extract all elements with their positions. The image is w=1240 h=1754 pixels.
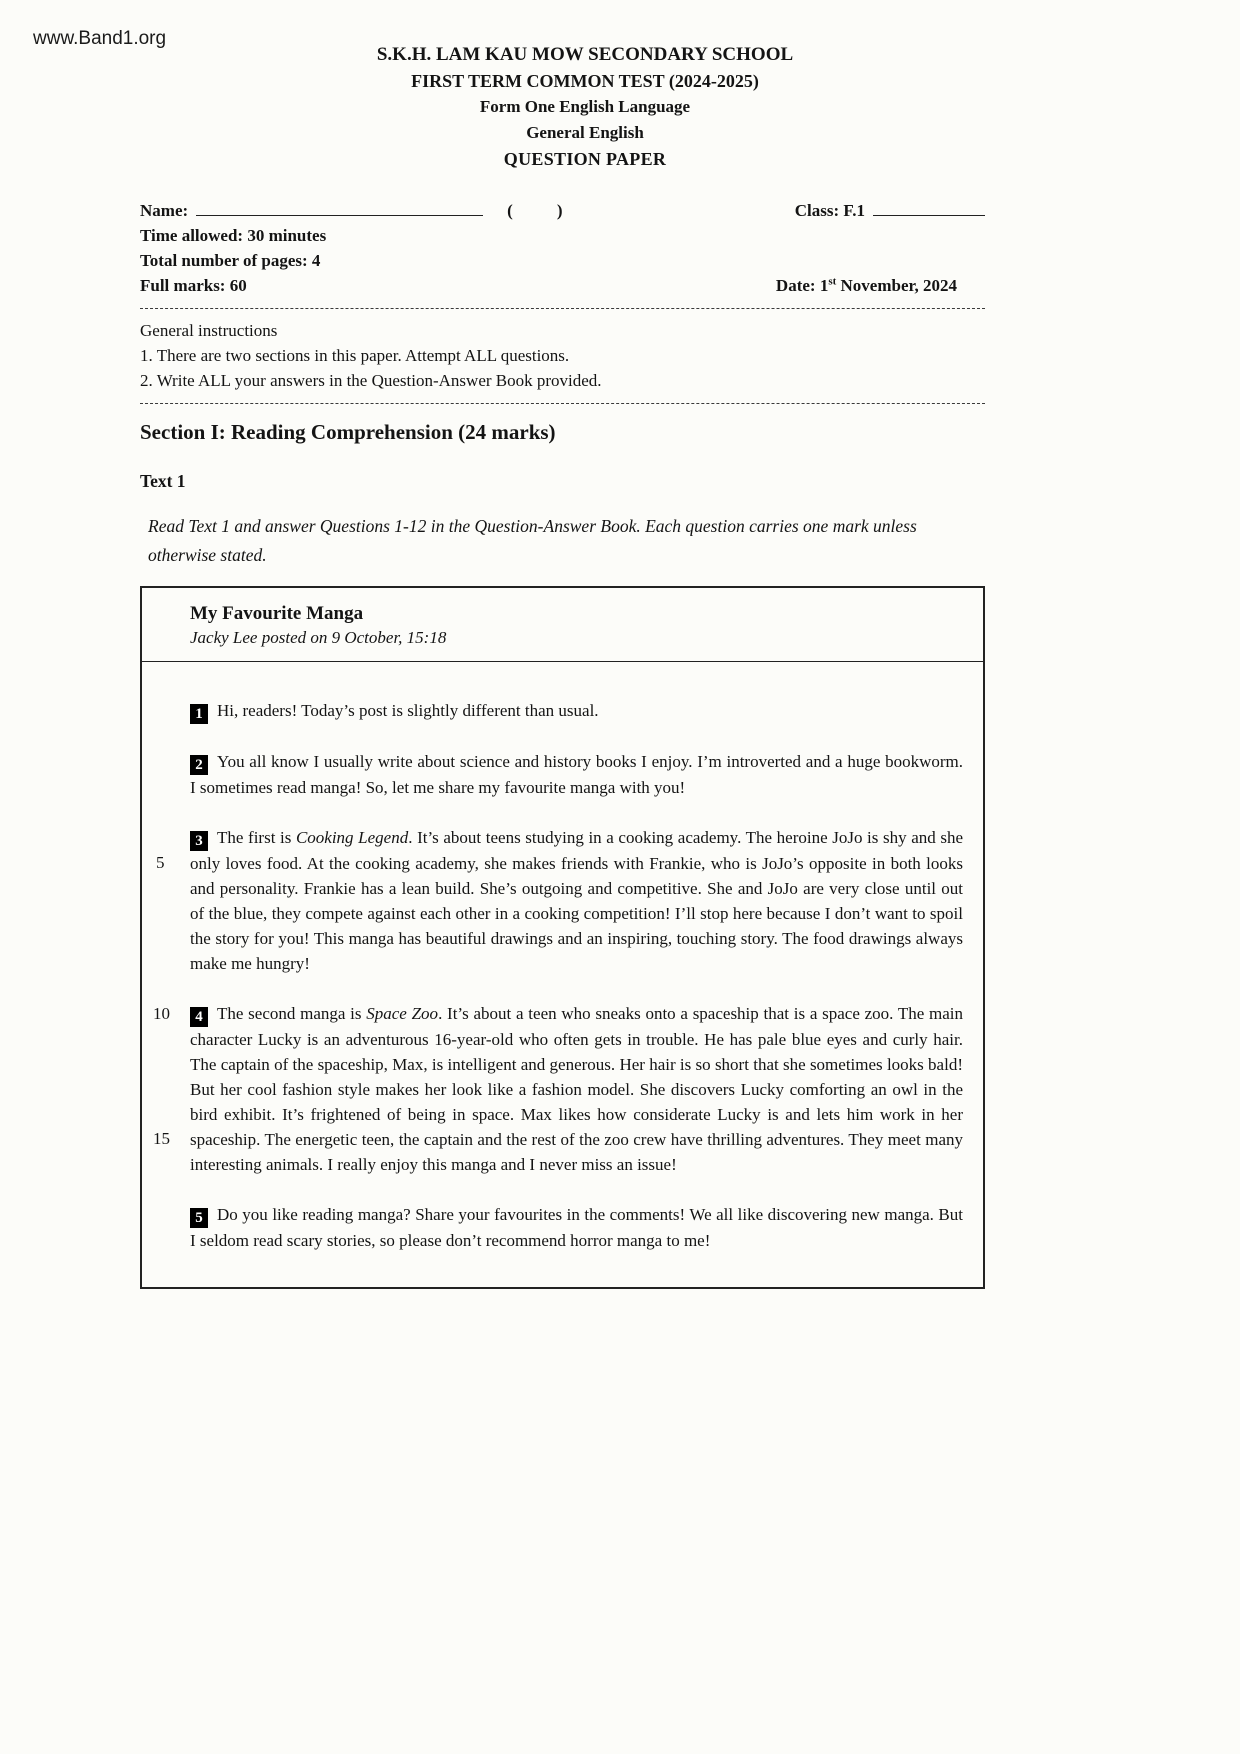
watermark: www.Band1.org bbox=[33, 28, 167, 49]
page-content bbox=[140, 198, 985, 1289]
general-instructions-title: General instructions bbox=[140, 321, 278, 340]
manga-title-cooking-legend: Cooking Legend bbox=[295, 828, 409, 847]
paragraph-number-badge-3: 3 bbox=[190, 831, 208, 851]
text-1-label: Text 1 bbox=[140, 471, 186, 491]
paragraph-number-badge-5: 5 bbox=[190, 1208, 208, 1228]
instruction-item-1: 1. There are two sections in this paper. Attempt ALL questions. bbox=[140, 346, 570, 365]
paragraph-3-text-post: . It’s about teens studying in a cooking academy. The heroine JoJo is shy and she only loves food. At the cooking academy, she makes friends with Frankie, who is JoJo’s opposite in both looks and personality. Frankie has a lean build. She’s outgoing and competitive. She and JoJo are very close until out of the blue, they compete against each other in a cooking competition! I’ll stop here because I don’t want to spoil the story for you! This manga has beautiful drawings and an inspiring, touching story. The food drawings always make me hungry! bbox=[190, 828, 964, 973]
marks-date-row bbox=[140, 273, 985, 298]
margin-line-number-5: 5 bbox=[156, 853, 165, 872]
article-header bbox=[142, 588, 983, 648]
candidate-info-block bbox=[140, 198, 985, 298]
date-ordinal: st bbox=[828, 275, 837, 288]
school-name: S.K.H. LAM KAU MOW SECONDARY SCHOOL bbox=[376, 44, 794, 65]
paragraph-2-text: You all know I usually write about science and history books I enjoy. I’m introverted and a huge bookworm. I sometimes read manga! So, let me share my favourite manga with you! bbox=[190, 752, 963, 797]
dashed-divider-top bbox=[140, 308, 985, 309]
article-title: My Favourite Manga bbox=[190, 603, 364, 624]
time-allowed: Time allowed: 30 minutes bbox=[140, 226, 327, 245]
paper-type: QUESTION PAPER bbox=[503, 149, 667, 169]
paragraph-3-text-pre: The first is bbox=[217, 828, 296, 847]
exam-date bbox=[776, 273, 957, 298]
paragraph-4-text-pre: The second manga is bbox=[217, 1004, 367, 1023]
article-paragraph-3 bbox=[156, 825, 964, 976]
name-class-row bbox=[140, 198, 985, 223]
date-text-rest: November, 2024 bbox=[836, 276, 957, 295]
document-header bbox=[140, 0, 1030, 172]
article-paragraph-2 bbox=[190, 749, 963, 800]
margin-line-number-15: 15 bbox=[153, 1129, 170, 1148]
paragraph-number-badge-1: 1 bbox=[190, 704, 208, 724]
name-blank-line bbox=[196, 200, 483, 216]
article-paragraph-4 bbox=[153, 1001, 964, 1177]
dashed-divider-bottom bbox=[140, 403, 985, 404]
class-blank-line bbox=[873, 200, 985, 216]
paragraph-5-text: Do you like reading manga? Share your favourites in the comments! We all like discovering new manga. But I seldom read scary stories, so please don’t recommend horror manga to me! bbox=[190, 1205, 963, 1250]
total-pages: Total number of pages: 4 bbox=[140, 251, 321, 270]
paragraph-1-text: Hi, readers! Today’s post is slightly different than usual. bbox=[217, 701, 599, 720]
reading-text-box bbox=[140, 586, 985, 1289]
form-language-line: Form One English Language bbox=[479, 97, 691, 116]
test-title: FIRST TERM COMMON TEST (2024-2025) bbox=[411, 71, 759, 91]
name-label: Name: bbox=[140, 201, 189, 220]
article-body bbox=[142, 662, 983, 1259]
paragraph-4-text-post: . It’s about a teen who sneaks onto a spaceship that is a space zoo. The main character Lucky is an adventurous 16-year-old who often gets in trouble. He has pale blue eyes and curly hair. The captain of the spaceship, Max, is intelligent and generous. Her hair is so short that she sometimes looks bald! But her cool fashion style makes her look like a fashion model. She discovers Lucky comforting an owl in the bird exhibit. It’s frightened of being in space. Max likes how considerate Lucky is and lets him work in her spaceship. The energetic teen, the captain and the rest of the zoo crew have thrilling adventures. They meet many interesting animals. I really enjoy this manga and I never miss an issue! bbox=[190, 1004, 964, 1174]
reading-direction: Read Text 1 and answer Questions 1-12 in the Question-Answer Book. Each question carries one mark unless otherwise stated. bbox=[148, 516, 917, 565]
subject-line: General English bbox=[526, 123, 644, 142]
article-paragraph-1 bbox=[190, 698, 963, 724]
article-byline: Jacky Lee posted on 9 October, 15:18 bbox=[190, 628, 447, 647]
section-title: Section I: Reading Comprehension (24 marks) bbox=[140, 420, 556, 444]
class-number-paren-close: ) bbox=[556, 201, 563, 220]
paragraph-number-badge-4: 4 bbox=[190, 1007, 208, 1027]
manga-title-space-zoo: Space Zoo bbox=[366, 1004, 439, 1023]
class-label: Class: F.1 bbox=[794, 201, 865, 220]
paragraph-number-badge-2: 2 bbox=[190, 755, 208, 775]
article-paragraph-5 bbox=[190, 1202, 963, 1253]
instruction-item-2: 2. Write ALL your answers in the Question-Answer Book provided. bbox=[140, 371, 602, 390]
margin-line-number-10: 10 bbox=[153, 1004, 170, 1023]
class-number-paren-open: ( bbox=[507, 201, 513, 220]
date-text: Date: 1 bbox=[775, 276, 829, 295]
full-marks: Full marks: 60 bbox=[140, 276, 247, 295]
general-instructions-block bbox=[140, 318, 985, 393]
